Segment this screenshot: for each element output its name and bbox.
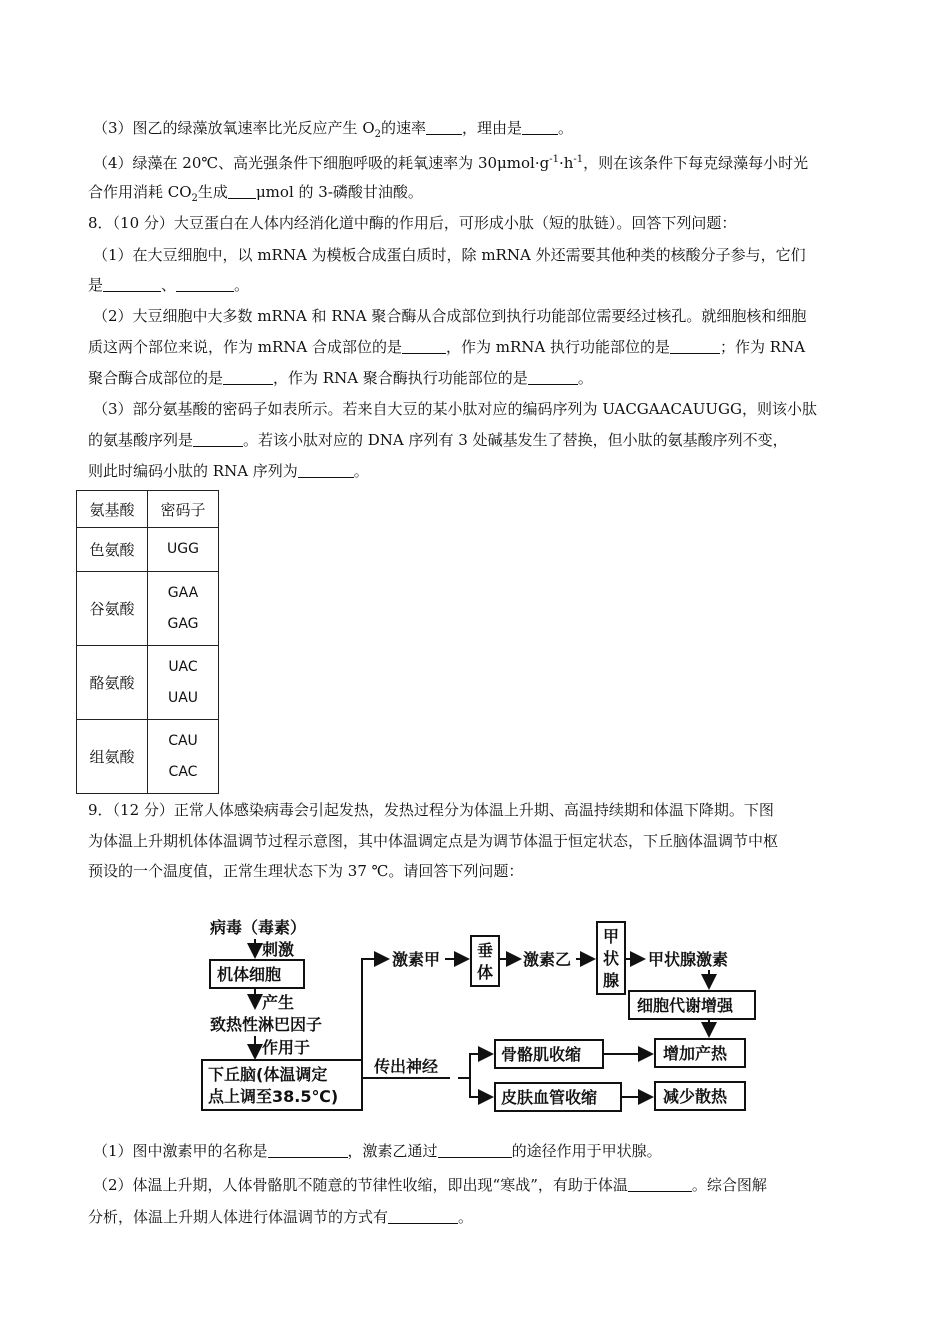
thyroid-label-2: 状 bbox=[603, 949, 620, 968]
table-header: 氨基酸 bbox=[77, 491, 148, 528]
q9-stem-line2: 为体温上升期机体体温调节过程示意图，其中体温调定点是为调节体温于恒定状态，下丘脑体温调节中枢 bbox=[88, 832, 779, 850]
skin-label: 皮肤血管收缩 bbox=[501, 1088, 598, 1107]
thyroid-hormone-label: 甲状腺激素 bbox=[648, 950, 729, 969]
q9-part2: （2）体温上升期，人体骨骼肌不随意的节律性收缩，即出现“寒战”，有助于体温 。综合图解 bbox=[93, 1176, 767, 1194]
answer-blank[interactable] bbox=[176, 276, 234, 292]
q7-part4-cont: 合作用消耗 $CO_2$生成 μmol 的 3-磷酸甘油酸。 bbox=[88, 183, 423, 204]
q9-stem-line3: 预设的一个温度值，正常生理状态下为 37 ℃。请回答下列问题： bbox=[88, 862, 524, 880]
q7-part3: （3）图乙的绿藻放氧速率比光反应产生 $O_2$的速率 ，理由是 。 bbox=[93, 119, 574, 140]
heat-gain-label: 增加产热 bbox=[663, 1044, 728, 1063]
q7-part4: （4）绿藻在 20℃、高光强条件下细胞呼吸的耗氧速率为 $30\mu mol\cdot g^{-1}\cdot h^{-1}$，则在该条件下每克绿藻每小时光 bbox=[93, 154, 809, 172]
codon-table bbox=[76, 490, 219, 794]
pituitary-label: 垂 bbox=[477, 941, 494, 960]
q8-part1-cont: 是 、 。 bbox=[88, 276, 250, 294]
codon-cell: UAC UAU bbox=[148, 646, 219, 720]
answer-blank[interactable] bbox=[268, 1142, 348, 1158]
muscle-label: 骨骼肌收缩 bbox=[501, 1045, 582, 1064]
act-on-label: 作用于 bbox=[262, 1038, 311, 1057]
answer-blank[interactable] bbox=[193, 431, 243, 447]
q8-part2: （2）大豆细胞中大多数 mRNA 和 RNA 聚合酶从合成部位到执行功能部位需要经过核孔。就细胞核和细胞 bbox=[93, 307, 807, 325]
pituitary-label-2: 体 bbox=[477, 963, 494, 982]
table-row bbox=[77, 646, 219, 720]
pyrogenic-factor-label: 致热性淋巴因子 bbox=[210, 1015, 323, 1034]
answer-blank[interactable] bbox=[438, 1142, 512, 1158]
table-row bbox=[77, 572, 219, 646]
amino-acid-cell: 组氨酸 bbox=[77, 720, 148, 794]
answer-blank[interactable] bbox=[628, 1176, 692, 1192]
answer-blank[interactable] bbox=[103, 276, 161, 292]
q8-part2-cont2: 聚合酶合成部位的是 ，作为 RNA 聚合酶执行功能部位的是 。 bbox=[88, 369, 593, 387]
answer-blank[interactable] bbox=[223, 369, 273, 385]
q8-part2-cont: 质这两个部位来说，作为 mRNA 合成部位的是 ，作为 mRNA 执行功能部位的是 ；作为 RNA bbox=[88, 338, 806, 356]
metabolism-label: 细胞代谢增强 bbox=[637, 996, 734, 1015]
q8-part3-cont: 的氨基酸序列是 。若该小肽对应的 DNA 序列有 3 处碱基发生了替换，但小肽的氨基酸序列不变， bbox=[88, 431, 788, 449]
q9-stem-line1: 9．（12 分）正常人体感染病毒会引起发热，发热过程分为体温上升期、高温持续期和体温下降期。下图 bbox=[88, 801, 774, 819]
heat-loss-label: 减少散热 bbox=[663, 1087, 728, 1106]
codon-cell: CAU CAC bbox=[148, 720, 219, 794]
answer-blank[interactable] bbox=[298, 462, 354, 478]
hypothalamus-label: 下丘脑(体温调定 bbox=[208, 1065, 328, 1084]
q9-part2-cont: 分析，体温上升期人体进行体温调节的方式有 。 bbox=[88, 1208, 474, 1226]
table-header: 密码子 bbox=[148, 491, 219, 528]
q8-part1: （1）在大豆细胞中，以 mRNA 为模板合成蛋白质时，除 mRNA 外还需要其他种类的核酸分子参与，它们 bbox=[93, 246, 806, 264]
q9-part1: （1）图中激素甲的名称是 ，激素乙通过 的途径作用于甲状腺。 bbox=[93, 1142, 662, 1160]
produce-label: 产生 bbox=[262, 993, 295, 1012]
efferent-nerve-label: 传出神经 bbox=[374, 1057, 439, 1076]
answer-blank[interactable] bbox=[670, 338, 720, 354]
thyroid-label-3: 腺 bbox=[603, 971, 620, 990]
amino-acid-cell: 色氨酸 bbox=[77, 528, 148, 572]
answer-blank[interactable] bbox=[522, 119, 558, 135]
virus-label: 病毒（毒素） bbox=[210, 918, 307, 937]
amino-acid-cell: 谷氨酸 bbox=[77, 572, 148, 646]
hypothalamus-label-2: 点上调至38.5℃) bbox=[208, 1087, 339, 1106]
thermoregulation-diagram bbox=[200, 912, 770, 1122]
q8-part3: （3）部分氨基酸的密码子如表所示。若来自大豆的某小肽对应的编码序列为 UACGAACAUUGG，则该小肽 bbox=[93, 400, 818, 418]
codon-cell: UGG bbox=[148, 528, 219, 572]
body-cell-label: 机体细胞 bbox=[217, 965, 282, 984]
codon-cell: GAA GAG bbox=[148, 572, 219, 646]
q8-part3-cont2: 则此时编码小肽的 RNA 序列为 。 bbox=[88, 462, 369, 480]
answer-blank[interactable] bbox=[388, 1208, 458, 1224]
answer-blank[interactable] bbox=[528, 369, 578, 385]
answer-blank[interactable] bbox=[228, 183, 256, 199]
stimulate-label: 刺激 bbox=[262, 940, 295, 959]
thyroid-label: 甲 bbox=[603, 927, 620, 946]
answer-blank[interactable] bbox=[402, 338, 446, 354]
q8-stem: 8．（10 分）大豆蛋白在人体内经消化道中酶的作用后，可形成小肽（短的肽链）。回答下列问题： bbox=[88, 214, 737, 232]
table-row bbox=[77, 720, 219, 794]
hormone-b-label: 激素乙 bbox=[523, 950, 572, 969]
hormone-a-label: 激素甲 bbox=[392, 950, 441, 969]
amino-acid-cell: 酪氨酸 bbox=[77, 646, 148, 720]
table-row bbox=[77, 528, 219, 572]
answer-blank[interactable] bbox=[426, 119, 462, 135]
